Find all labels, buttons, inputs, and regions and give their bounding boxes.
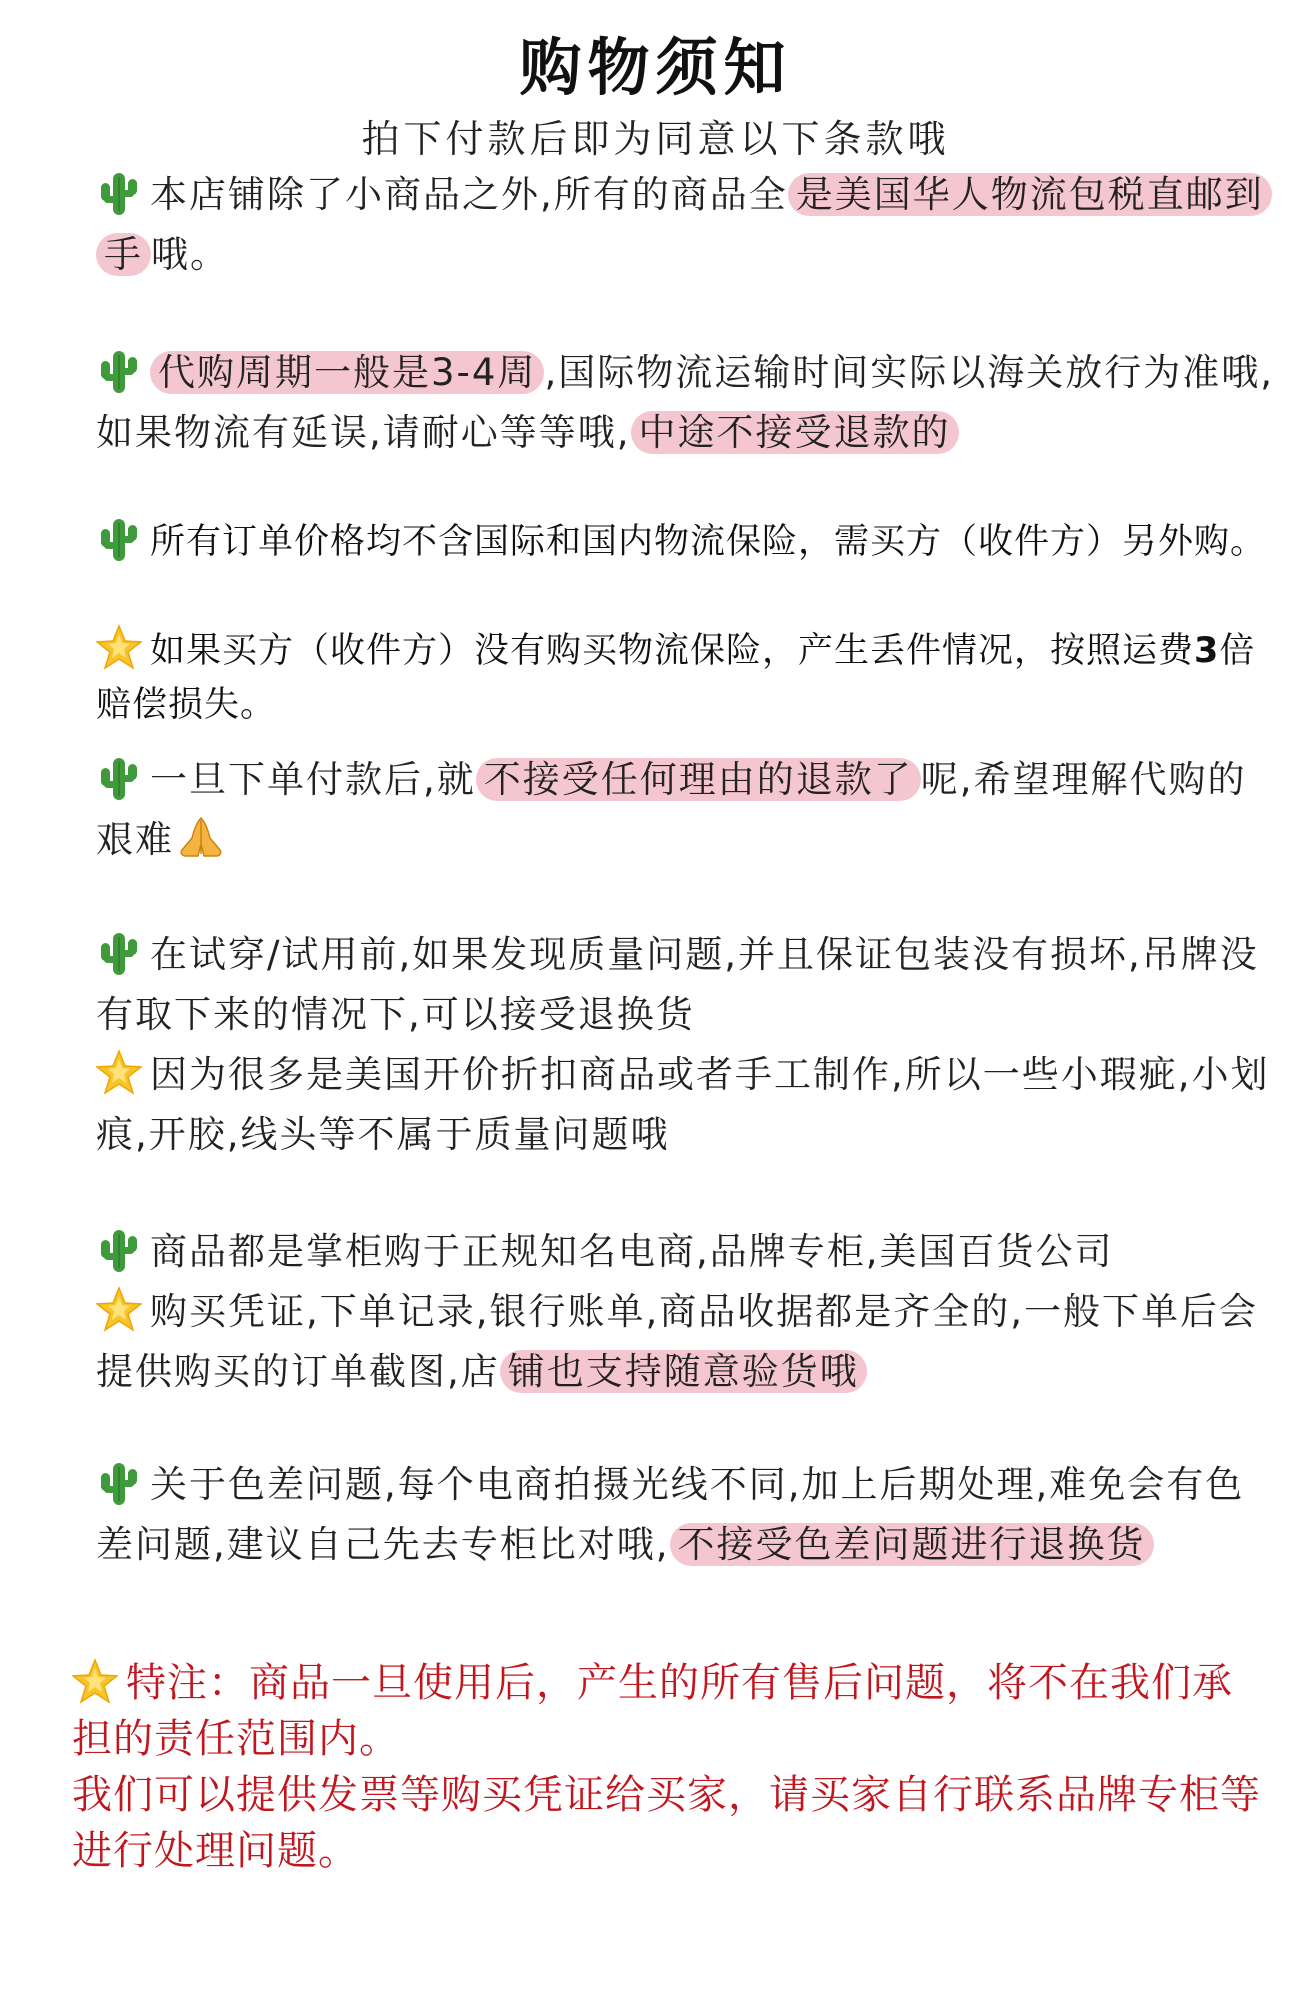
- cactus-icon: [96, 752, 142, 802]
- highlight-shipping: 是美国华人物流包税直邮到手: [96, 173, 1272, 276]
- cactus-icon: [96, 513, 142, 563]
- cactus-icon: [96, 927, 142, 977]
- praying-hands-icon: [174, 814, 228, 860]
- rule-shipping-method: 本店铺除了小商品之外,所有的商品全 是美国华人物流包税直邮到手 哦。: [96, 165, 1276, 285]
- rule-lost-package: 如果买方（收件方）没有购买物流保险，产生丢件情况，按照运费3倍赔偿损失。: [96, 622, 1276, 732]
- highlight-cycle: 代购周期一般是3-4周: [150, 351, 544, 394]
- page-title: 购物须知: [519, 31, 792, 104]
- highlight-no-refund-midway: 中途不接受退款的: [631, 411, 959, 454]
- star-icon: [72, 1656, 118, 1706]
- rule-no-refund: 一旦下单付款后,就 不接受任何理由的退款了 呢,希望理解代购的艰难: [96, 750, 1276, 870]
- rule-purchase-proof: 购买凭证,下单记录,银行账单,商品收据都是齐全的,一般下单后会提供购买的订单截图,店 铺也支持随意验货哦: [96, 1282, 1276, 1402]
- cactus-icon: [96, 167, 142, 217]
- highlight-no-refund: 不接受任何理由的退款了: [476, 758, 921, 801]
- star-icon: [96, 1284, 142, 1334]
- star-icon: [96, 1047, 142, 1097]
- highlight-no-color-exchange: 不接受色差问题进行退换货: [670, 1523, 1154, 1566]
- star-icon: [96, 622, 142, 672]
- special-notice: 特注：商品一旦使用后，产生的所有售后问题，将不在我们承担的责任范围内。 我们可以提供发票等购买凭证给买家，请买家自行联系品牌专柜等进行处理问题。: [72, 1655, 1262, 1879]
- rule-purchase-cycle: 代购周期一般是3-4周 ,国际物流运输时间实际以海关放行为准哦,如果物流有延误,请耐心等等哦, 中途不接受退款的: [96, 343, 1276, 463]
- cactus-icon: [96, 1224, 142, 1274]
- rule-minor-flaws: 因为很多是美国开价折扣商品或者手工制作,所以一些小瑕疵,小划痕,开胶,线头等不属于质量问题哦: [96, 1045, 1276, 1165]
- page-subtitle: 拍下付款后即为同意以下条款哦: [361, 117, 950, 161]
- rule-insurance: 所有订单价格均不含国际和国内物流保险，需买方（收件方）另外购。: [96, 513, 1276, 569]
- rule-exchange-condition: 在试穿/试用前,如果发现质量问题,并且保证包装没有损坏,吊牌没有取下来的情况下,可以接受退换货: [96, 925, 1276, 1045]
- rule-color-difference: 关于色差问题,每个电商拍摄光线不同,加上后期处理,难免会有色差问题,建议自己先去专柜比对哦, 不接受色差问题进行退换货: [96, 1455, 1276, 1575]
- cactus-icon: [96, 345, 142, 395]
- highlight-verify-goods: 铺也支持随意验货哦: [500, 1350, 867, 1393]
- rule-authentic-source: 商品都是掌柜购于正规知名电商,品牌专柜,美国百货公司: [96, 1222, 1276, 1282]
- cactus-icon: [96, 1457, 142, 1507]
